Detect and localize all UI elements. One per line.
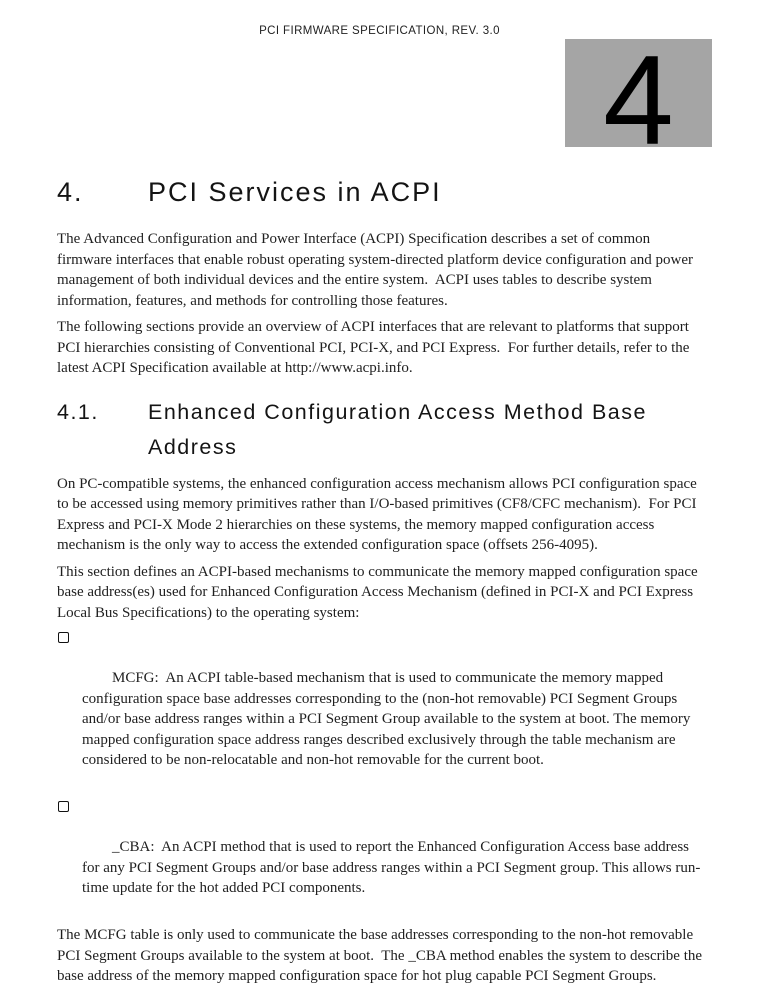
bullet-text: _CBA: An ACPI method that is used to report the Enhanced Configuration Access base address for any PCI Segment Groups and/or base address ranges within a PCI Segment group. This allows run-time update for the hot added PCI components. — [82, 839, 701, 897]
section-heading-number: 4.1. — [57, 399, 99, 424]
section-heading-title: Enhanced Configuration Access Method Base Address — [148, 399, 647, 459]
closing-paragraph: The MCFG table is only used to communicate the base addresses corresponding to the non-hot removable PCI Segment Groups available to the system at boot. The _CBA method enables the system to describe the base address of the memory mapped configuration space for hot plug capable PCI Segment Groups. — [57, 927, 706, 985]
bullet-item — [57, 627, 707, 791]
bullet-list — [57, 627, 707, 919]
running-header: PCI FIRMWARE SPECIFICATION, REV. 3.0 — [259, 25, 500, 37]
intro-paragraph: The Advanced Configuration and Power Interface (ACPI) Specification describes a set of common firmware interfaces that enable robust operating system-directed platform device configuration and power management of both individual devices and the entire system. ACPI uses tables to describe system information, features, and methods for controlling those features. — [57, 231, 697, 309]
page-content — [57, 0, 707, 987]
intro-paragraph: The following sections provide an overview of ACPI interfaces that are relevant to platforms that support PCI hierarchies consisting of Conventional PCI, PCI-X, and PCI Express. For further details, refer to the latest ACPI Specification available at http://www.acpi.info. — [57, 319, 694, 377]
chapter-heading — [57, 176, 707, 208]
chapter-heading-title: PCI Services in ACPI — [148, 177, 442, 207]
chapter-heading-number: 4. — [57, 177, 84, 207]
section-paragraph: On PC-compatible systems, the enhanced configuration access mechanism allows PCI configuration space to be accessed using memory primitives rather than I/O-based primitives (CF8/CFC mechanism). For PCI Express and PCI-X Mode 2 hierarchies on these systems, the memory mapped configuration access mechanism is the only way to access the extended configuration space (offsets 256-4095). — [57, 475, 701, 554]
chapter-badge-number: 4 — [603, 29, 674, 171]
square-bullet-icon — [58, 632, 69, 643]
section-paragraph: This section defines an ACPI-based mechanisms to communicate the memory mapped configuration space base address(es) used for Enhanced Configuration Access Mechanism (defined in PCI-X and PCI Express Local Bus Specifications) to the operating system: — [57, 563, 702, 621]
bullet-item — [57, 796, 707, 919]
bullet-text: MCFG: An ACPI table-based mechanism that is used to communicate the memory mapped configuration space base addresses corresponding to the (non-hot removable) PCI Segment Groups and/or base address ranges within a PCI Segment Group available to the system at boot. The memory mapped configuration space address ranges described exclusively through the table mechanism are considered to be non-relocatable and non-hot removable for the current boot. — [82, 670, 695, 769]
square-bullet-icon — [58, 801, 69, 812]
section-heading — [57, 395, 707, 465]
